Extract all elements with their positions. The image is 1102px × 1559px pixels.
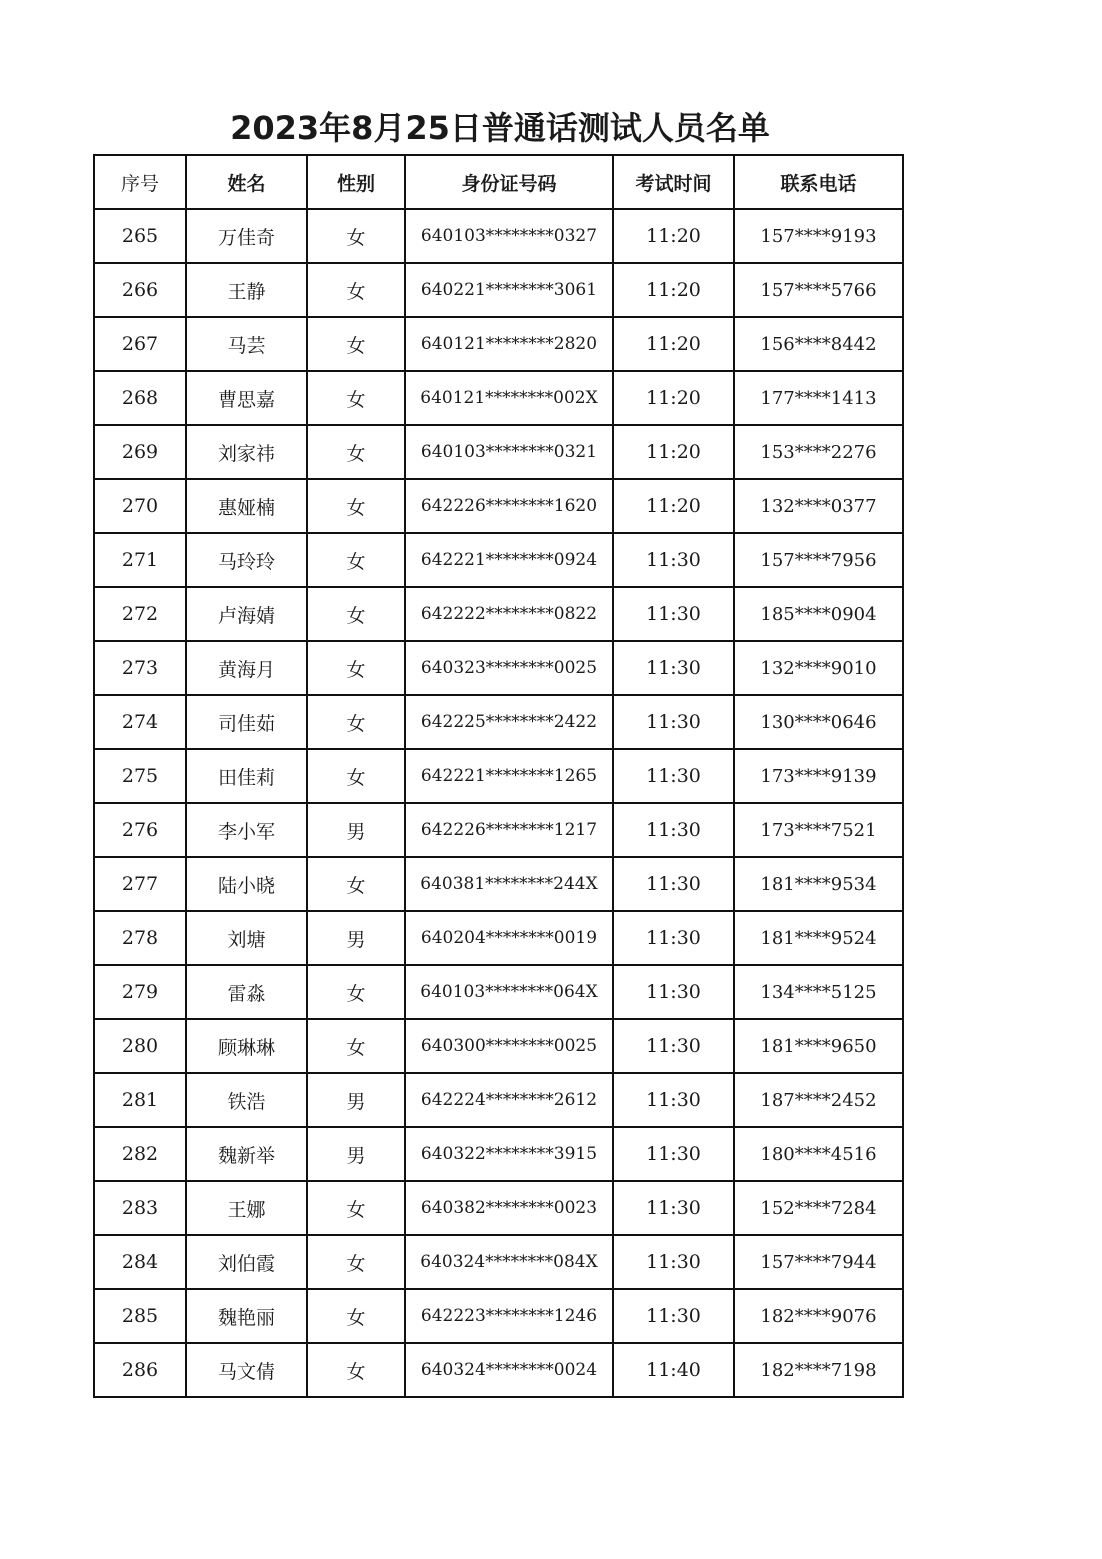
cell-name: 马玲玲 [186, 533, 307, 587]
cell-gender: 女 [307, 479, 405, 533]
cell-id-number: 642226********1620 [405, 479, 613, 533]
cell-phone: 185****0904 [734, 587, 903, 641]
cell-id-number: 640204********0019 [405, 911, 613, 965]
cell-phone: 182****7198 [734, 1343, 903, 1397]
cell-serial-number: 282 [94, 1127, 186, 1181]
cell-id-number: 640121********2820 [405, 317, 613, 371]
cell-id-number: 640103********0321 [405, 425, 613, 479]
cell-id-number: 640221********3061 [405, 263, 613, 317]
cell-name: 刘家祎 [186, 425, 307, 479]
cell-id-number: 640382********0023 [405, 1181, 613, 1235]
roster-table [93, 154, 904, 1398]
cell-name: 司佳茹 [186, 695, 307, 749]
cell-name: 田佳莉 [186, 749, 307, 803]
cell-name: 李小军 [186, 803, 307, 857]
cell-exam-time: 11:30 [613, 1181, 734, 1235]
cell-exam-time: 11:30 [613, 1235, 734, 1289]
cell-phone: 181****9650 [734, 1019, 903, 1073]
cell-serial-number: 284 [94, 1235, 186, 1289]
table-row [94, 1343, 903, 1397]
cell-id-number: 642226********1217 [405, 803, 613, 857]
cell-gender: 女 [307, 1019, 405, 1073]
cell-id-number: 642221********1265 [405, 749, 613, 803]
cell-gender: 女 [307, 1181, 405, 1235]
cell-phone: 177****1413 [734, 371, 903, 425]
cell-serial-number: 269 [94, 425, 186, 479]
cell-exam-time: 11:30 [613, 695, 734, 749]
cell-gender: 女 [307, 371, 405, 425]
cell-exam-time: 11:30 [613, 749, 734, 803]
cell-id-number: 640300********0025 [405, 1019, 613, 1073]
cell-serial-number: 281 [94, 1073, 186, 1127]
cell-name: 刘伯霞 [186, 1235, 307, 1289]
table-header-row [94, 155, 903, 209]
table-row [94, 1127, 903, 1181]
cell-phone: 187****2452 [734, 1073, 903, 1127]
cell-exam-time: 11:30 [613, 1127, 734, 1181]
cell-serial-number: 276 [94, 803, 186, 857]
cell-exam-time: 11:30 [613, 857, 734, 911]
cell-id-number: 640324********084X [405, 1235, 613, 1289]
cell-exam-time: 11:30 [613, 1019, 734, 1073]
header-gender: 性别 [307, 155, 405, 209]
cell-name: 王娜 [186, 1181, 307, 1235]
cell-gender: 男 [307, 911, 405, 965]
cell-id-number: 640324********0024 [405, 1343, 613, 1397]
cell-name: 王静 [186, 263, 307, 317]
cell-gender: 女 [307, 209, 405, 263]
cell-gender: 女 [307, 263, 405, 317]
table-row [94, 641, 903, 695]
cell-serial-number: 285 [94, 1289, 186, 1343]
cell-name: 惠娅楠 [186, 479, 307, 533]
table-row [94, 857, 903, 911]
cell-gender: 女 [307, 425, 405, 479]
cell-gender: 女 [307, 587, 405, 641]
cell-exam-time: 11:30 [613, 641, 734, 695]
cell-exam-time: 11:40 [613, 1343, 734, 1397]
cell-id-number: 642225********2422 [405, 695, 613, 749]
cell-phone: 156****8442 [734, 317, 903, 371]
cell-serial-number: 274 [94, 695, 186, 749]
cell-name: 魏艳丽 [186, 1289, 307, 1343]
table-row [94, 371, 903, 425]
cell-phone: 153****2276 [734, 425, 903, 479]
cell-exam-time: 11:30 [613, 1289, 734, 1343]
table-row [94, 1073, 903, 1127]
cell-name: 万佳奇 [186, 209, 307, 263]
cell-exam-time: 11:20 [613, 371, 734, 425]
cell-serial-number: 271 [94, 533, 186, 587]
cell-serial-number: 286 [94, 1343, 186, 1397]
cell-id-number: 640322********3915 [405, 1127, 613, 1181]
cell-name: 黄海月 [186, 641, 307, 695]
cell-phone: 157****9193 [734, 209, 903, 263]
header-serial-number: 序号 [94, 155, 186, 209]
table-row [94, 425, 903, 479]
roster-body [94, 209, 903, 1397]
cell-name: 铁浩 [186, 1073, 307, 1127]
cell-phone: 173****9139 [734, 749, 903, 803]
cell-name: 顾琳琳 [186, 1019, 307, 1073]
cell-phone: 132****9010 [734, 641, 903, 695]
table-row [94, 587, 903, 641]
cell-phone: 130****0646 [734, 695, 903, 749]
cell-serial-number: 265 [94, 209, 186, 263]
cell-phone: 180****4516 [734, 1127, 903, 1181]
cell-gender: 女 [307, 317, 405, 371]
cell-name: 陆小晓 [186, 857, 307, 911]
table-row [94, 1181, 903, 1235]
cell-phone: 173****7521 [734, 803, 903, 857]
cell-phone: 157****5766 [734, 263, 903, 317]
cell-serial-number: 273 [94, 641, 186, 695]
header-phone: 联系电话 [734, 155, 903, 209]
cell-phone: 152****7284 [734, 1181, 903, 1235]
header-id-number: 身份证号码 [405, 155, 613, 209]
table-row [94, 1289, 903, 1343]
cell-phone: 132****0377 [734, 479, 903, 533]
cell-gender: 男 [307, 1127, 405, 1181]
cell-serial-number: 266 [94, 263, 186, 317]
cell-id-number: 640103********064X [405, 965, 613, 1019]
cell-gender: 女 [307, 749, 405, 803]
cell-id-number: 640381********244X [405, 857, 613, 911]
cell-serial-number: 279 [94, 965, 186, 1019]
cell-phone: 181****9524 [734, 911, 903, 965]
cell-id-number: 642222********0822 [405, 587, 613, 641]
cell-gender: 女 [307, 1289, 405, 1343]
header-exam-time: 考试时间 [613, 155, 734, 209]
cell-exam-time: 11:20 [613, 209, 734, 263]
cell-serial-number: 280 [94, 1019, 186, 1073]
cell-gender: 女 [307, 1235, 405, 1289]
cell-exam-time: 11:30 [613, 587, 734, 641]
table-row [94, 911, 903, 965]
cell-id-number: 642221********0924 [405, 533, 613, 587]
cell-phone: 181****9534 [734, 857, 903, 911]
table-row [94, 263, 903, 317]
cell-exam-time: 11:30 [613, 965, 734, 1019]
table-row [94, 749, 903, 803]
document-title: 2023年8月25日普通话测试人员名单 [230, 109, 770, 147]
cell-serial-number: 267 [94, 317, 186, 371]
cell-name: 刘塘 [186, 911, 307, 965]
cell-exam-time: 11:30 [613, 1073, 734, 1127]
cell-phone: 157****7944 [734, 1235, 903, 1289]
cell-exam-time: 11:20 [613, 317, 734, 371]
cell-serial-number: 270 [94, 479, 186, 533]
cell-exam-time: 11:20 [613, 425, 734, 479]
cell-phone: 134****5125 [734, 965, 903, 1019]
table-row [94, 479, 903, 533]
cell-gender: 女 [307, 533, 405, 587]
cell-id-number: 642224********2612 [405, 1073, 613, 1127]
cell-id-number: 640323********0025 [405, 641, 613, 695]
table-row [94, 695, 903, 749]
cell-serial-number: 283 [94, 1181, 186, 1235]
table-row [94, 533, 903, 587]
cell-name: 魏新举 [186, 1127, 307, 1181]
table-row [94, 317, 903, 371]
cell-serial-number: 275 [94, 749, 186, 803]
cell-gender: 女 [307, 1343, 405, 1397]
cell-gender: 男 [307, 1073, 405, 1127]
cell-phone: 157****7956 [734, 533, 903, 587]
cell-name: 雷淼 [186, 965, 307, 1019]
cell-gender: 女 [307, 695, 405, 749]
cell-serial-number: 272 [94, 587, 186, 641]
cell-name: 卢海婧 [186, 587, 307, 641]
cell-name: 曹思嘉 [186, 371, 307, 425]
cell-gender: 女 [307, 641, 405, 695]
cell-name: 马文倩 [186, 1343, 307, 1397]
table-row [94, 965, 903, 1019]
cell-phone: 182****9076 [734, 1289, 903, 1343]
cell-id-number: 642223********1246 [405, 1289, 613, 1343]
cell-exam-time: 11:20 [613, 263, 734, 317]
cell-gender: 男 [307, 803, 405, 857]
cell-id-number: 640103********0327 [405, 209, 613, 263]
cell-id-number: 640121********002X [405, 371, 613, 425]
cell-exam-time: 11:20 [613, 479, 734, 533]
header-name: 姓名 [186, 155, 307, 209]
cell-serial-number: 277 [94, 857, 186, 911]
table-row [94, 209, 903, 263]
cell-name: 马芸 [186, 317, 307, 371]
cell-exam-time: 11:30 [613, 533, 734, 587]
cell-exam-time: 11:30 [613, 911, 734, 965]
cell-serial-number: 278 [94, 911, 186, 965]
table-row [94, 1235, 903, 1289]
cell-gender: 女 [307, 857, 405, 911]
cell-gender: 女 [307, 965, 405, 1019]
cell-exam-time: 11:30 [613, 803, 734, 857]
table-row [94, 803, 903, 857]
table-row [94, 1019, 903, 1073]
cell-serial-number: 268 [94, 371, 186, 425]
